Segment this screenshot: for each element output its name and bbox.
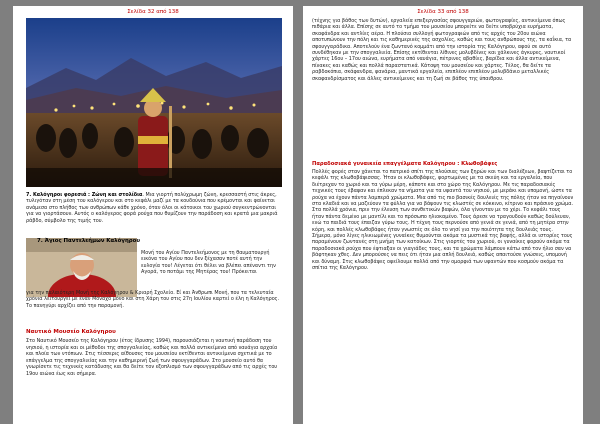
dyers-section-title: Παραδοσιακά γυναικεία επαγγέλματα Καλόγηρου : Κλωθοβάφες (312, 161, 498, 167)
page-number-left: Σελίδα 32 από 138 (127, 9, 179, 15)
dyers-section-text: Πολλές φορές σταν χάνεται το πατρικό σπίτι της πλούσιας των ξηρών και των διαλέξεων, βαφτίζεται το κεφάλι της κλωθοβάφισσας. Ήταν οι κλωθοβάφες, φορτωμένες με τα σκεύη και τα εργαλεία, που διέτρεχαν το χωριό και τα γύρω μέρη, κάποτε και στο χώρο της Καλόγηρου. Με τις παραδοσιακές τεχνικές τους έβαφαν και έπλεκαν τα νήματα για τα υφαντά του νησιού, με μεράκι και υπομονή, ώστε τα ρούχα να έχουν πάντα λαμπερά χρώματα. Μια από τις πιο βασικές δουλειές της πόλης ήταν να πηγαίνουν στα κλαδιά και να μαζεύουν τα φύλλα για να βάψουν τις κλωστές σε κόκκινο, κίτρινο και πράσινο χρώμα. Στα πολλά χρόνια, πριν την έλευση των συνθετικών βαφών, όλα γίνονταν με το χέρι. Το κεφάλι τους ήταν πάντα δεμένο με μαντίλι και το πρόσωπο ηλιοκαμένο. Τους άρεσε να τραγουδούν καθώς δούλευαν, ενώ τα παιδιά τους έπαιζαν γύρω τους. Η τέχνη τους περνούσε από γενιά σε γενιά, από τη μητέρα στην κόρη, και πολλές κλωθοβάφες ήταν γνωστές σε όλο το νησί για την ποιότητα της δουλειάς τους. Σήμερα, μόνο λίγες ηλικιωμένες γυναίκες θυμούνται ακόμα τα μυστικά της βαφής, αλλά οι ιστορίες τους παραμένουν ζωντανές στη μνήμη των κατοίκων. Στις γιορτές του χωριού, οι γυναίκες φορούν ακόμα τα παραδοσιακά ρούχα που έφτιαξαν οι γιαγιάδες τους, και τα χρώματα λάμπουν κάτω από τον ήλιο σαν να βάφτηκαν χθες. Δεν μπορούσες να πεις ότι ήταν μια απλή δουλειά, καθώς απαιτούσε γνώσεις, υπομονή και δύναμη. Στις κλωθοβάφες οφείλουμε πολλά από την ομορφιά των υφαντών που κοσμούν ακόμα τα σπίτια της Καλόγηρου. (312, 169, 574, 272)
monk-description: Μονή του Αγίου Παντελεήμονος με τη θαυματουργή εικόνα του Αγίου που δεν ξέχασαν ποτέ αυτή την ευλογία του! Λέγεται ότι θέλει να βλέπει απέναντι την Αγορά, το ποτάμι της Μητέρας του! Πρόκειται (141, 250, 276, 275)
museum-text: Στο Ναυτικό Μουσείο της Καλόγηρου (έτος ίδρυσης 1994), παρουσιάζεται η ναυτική παράδοση του νησιού, η ιστορία και οι μέθοδοι της σπογγαλιείας, καθώς και πολλά αντικείμενα από ναυάγια αρχαία και πλοία των ντόπιων. Στις τέσσερις αίθουσες του μουσείου εκτίθενται αντικείμενα σχετικά με το επάγγελμα της σπογγαλιείας και την καθημερινή ζωή των σφουγγαράδων. Στο μουσείο αυτό θα γνωρίσετε τις τεχνικές κατάδυσης και θα δείτε τον εξοπλισμό των σφουγγαράδων από τις αρχές του 19ου αιώνα έως και σήμερα. (26, 338, 278, 377)
monk-photo (26, 238, 137, 297)
photo-caption (26, 192, 282, 224)
festival-photo (26, 18, 282, 187)
monk-photo-svg (26, 238, 137, 297)
festival-photo-svg (26, 18, 282, 187)
monk-section-title: 7. Άγιος Παντελεήμων Καλόγηρου (37, 238, 141, 244)
left-page (13, 6, 293, 424)
caption-title: 7. Καλόγηροι φορεσιά : Ζώνη και στολίδια (26, 192, 143, 198)
monastery-text: για την παλαιότερη Μονή της Καλόγηρου & Κριαρή Σχολείο. Εί και Άνθρωπι Μονή, που τα τελευταία χρόνια λειτουργεί με έναν Μοναχό μόνο και στη Χάρη του στις 27η Ιουλίου καρτεί ο έλη η Καλόγηρος. Το πανηγύρι αρχίζει από την παραμονή. (26, 290, 280, 309)
page-number-right: Σελίδα 33 από 138 (417, 9, 469, 15)
museum-title: Ναυτικό Μουσείο Καλόγηρου (26, 329, 116, 335)
museum-continued-text: (τέχνης για βάθος των δυτών), εργαλεία επεξεργασίας σφουγγαριών, φωτογραφίες, αντικείμενα όπως πιθάρια και άλλα. Επίσης σε αυτό το τμήμα του μουσείου μπορείτε να δείτε υποβρύχια ευρήματα, σκαφάνδρα και αντλίες αέρα. Η πλούσια συλλογή φωτογραφιών από τις αρχές του 20ου αιώνα αποτυπώνουν την πόλη και τις καθημερινές της ασχολίες, καθώς και τους ανθρώπους της, τα καΐκια, τα σφουγγαράδικα. Αποτελούν ένα ζωντανό κομμάτι από την ιστορία της Καλόγηρου, αφού σε αυτό συνδέθηκαν με την σπογγαλιεία. Επίσης εκτίθενται λίθινες μολυβδίνες και χάλκινες άγκυρες, ναυτικοί χάρτες 16ου – 17ου αιώνα, ευρήματα από ναυάγια, πέτρινες αβαθίες, βαρίδια και άλλα αντικείμενα, πίνακες και καθώς και πολλά παραστατικά. Κάτοψη του μουσείου και χάρτες. Τέλος, θα δείτε τα ραβδοκόπια, σκάφανδρα, φανάρια, μαντικά εργαλεία, επιπλέον επιπλέον μολυβδάνιο μεταλλικές σκαφανδρίσματος και άλλες αντικείμενες και τη ζωή σε βάθος της ύπαιθρου. (312, 18, 572, 82)
right-page (303, 6, 583, 424)
caption-text: . Μια γιορτή πολύχρωμη ζώνη, κρεσσαστή στις άκρες, τυλιγόταν στη μέση του καλόγερου και στο κεφάλι μαζί με τα κουδούνια που κρέμονται και φαίνεται ανάμεσα στο πλήθος των ανθρώπων κάθε χρόνο, όταν όλοι οι κάτοικοι του χωριού συγκεντρώνονται για να γιορτάσουν. Αυτός ο καλόγερος φορά ρούχα που θυμίζουν την παράδοση και κρατά μια μακριά ράβδο, σύμβολο της τιμής του. (26, 192, 278, 224)
